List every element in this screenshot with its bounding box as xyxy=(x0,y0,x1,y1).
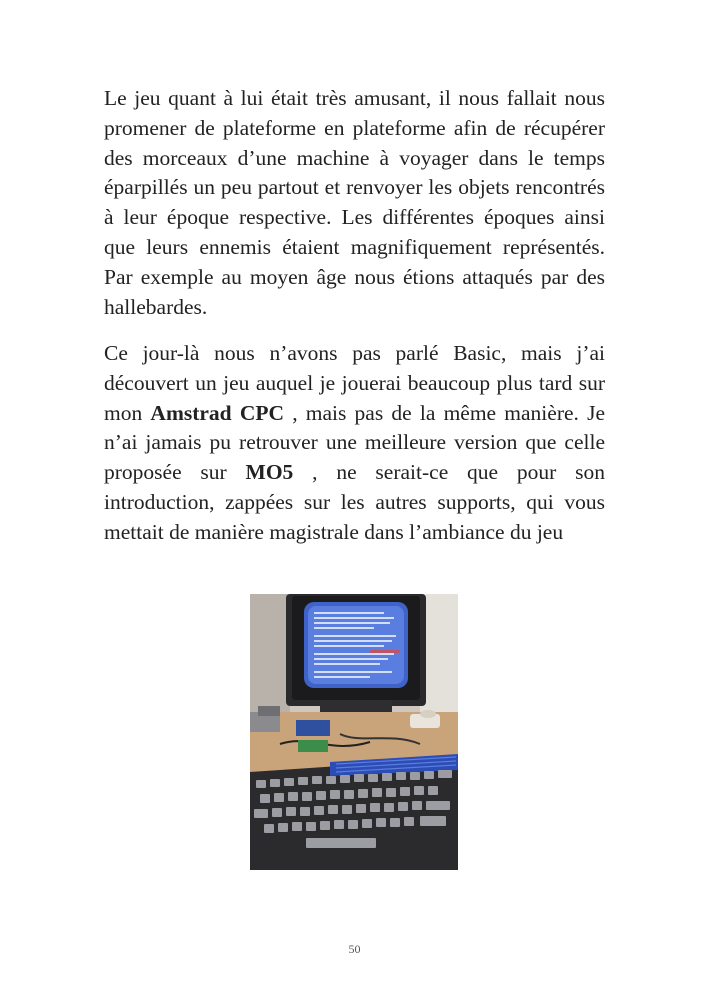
bold-term-mo5: MO5 xyxy=(245,460,294,485)
page-number: 50 xyxy=(348,942,361,956)
bold-term-amstrad: Amstrad CPC xyxy=(150,400,285,425)
photo-mo5-computer xyxy=(250,594,458,870)
paragraph-text-segment: , mais pas de la même manière. Je n’ai jamais pu retrouver une meilleure version que celle proposée sur xyxy=(104,400,605,485)
paragraph-text-segment: Ce jour-là nous n’avons pas parlé Basic, mais j’ai découvert un jeu auquel je jouerai beaucoup plus tard sur mon xyxy=(104,341,605,425)
paragraph-text-segment: , ne serait-ce que pour son introduction, zappées sur les autres supports, qui vous mettait de manière magistrale dans l’ambiance du jeu xyxy=(104,460,606,544)
photo-illustration xyxy=(250,594,458,870)
paragraph-amstrad-mo5 xyxy=(104,339,605,548)
paragraph-game-description: Le jeu quant à lui était très amusant, il nous fallait nous promener de plateforme en plateforme afin de récupérer des morceaux d’une machine à voyager dans le temps éparpillés un peu partout et renvoyer les objets rencontrés à leur époque respective. Les différentes époques ainsi que leurs ennemis étaient magnifiquement représentés. Par exemple au moyen âge nous étions attaqués par des hallebardes. xyxy=(104,86,605,319)
